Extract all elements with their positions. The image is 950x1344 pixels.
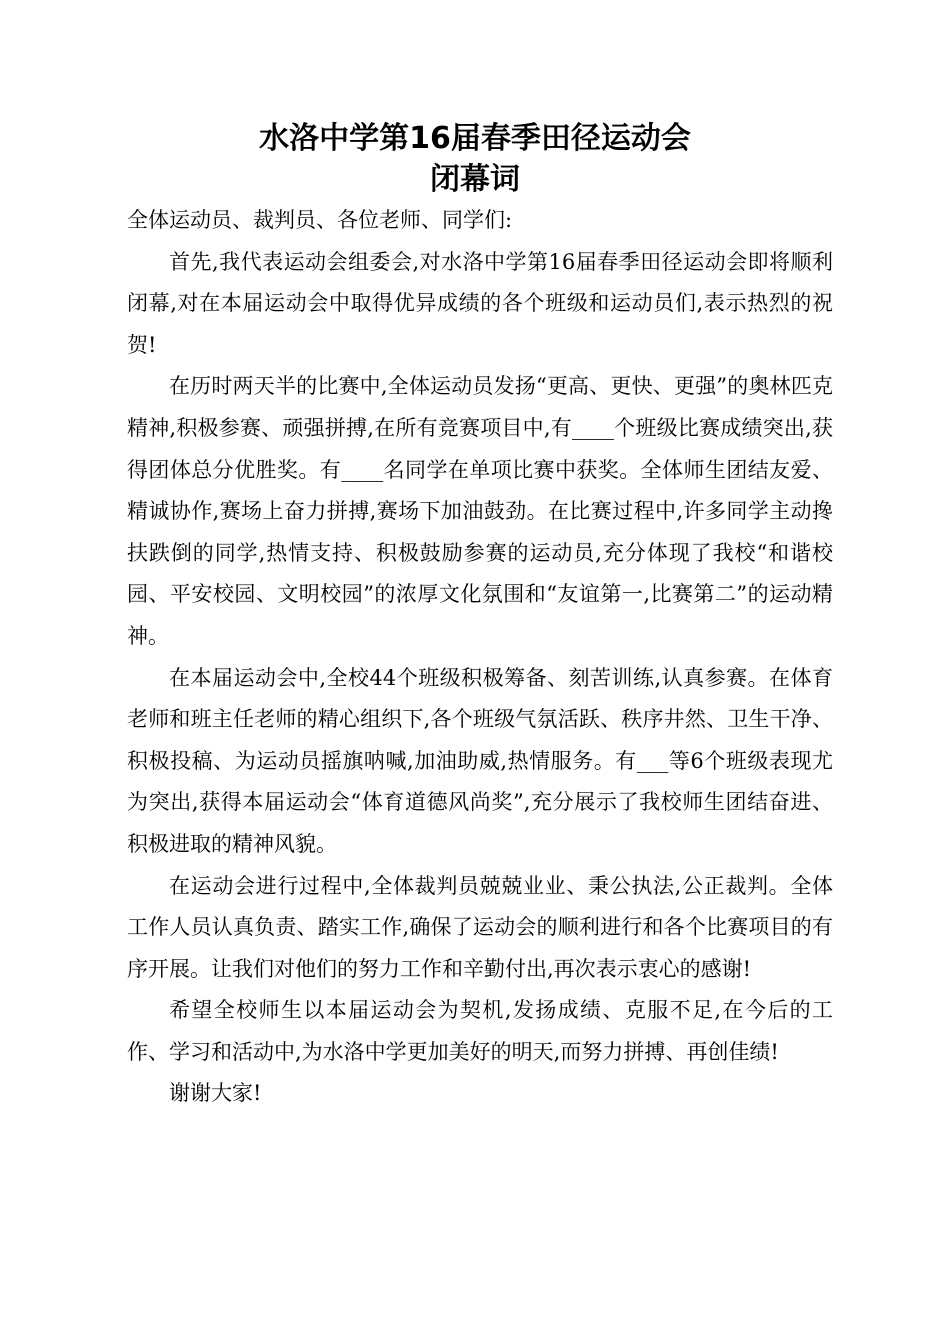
document-body <box>127 200 833 1115</box>
paragraph-competition-summary: 在历时两天半的比赛中,全体运动员发扬“更高、更快、更强”的奥林匹克精神,积极参赛、顽强拼搏,在所有竞赛项目中,有____个班级比赛成绩突出,获得团体总分优胜奖。有____名同学在单项比赛中获奖。全体师生团结友爱、精诚协作,赛场上奋力拼搏,赛场下加油鼓劲。在比赛过程中,许多同学主动搀扶跌倒的同学,热情支持、积极鼓励参赛的运动员,充分体现了我校“和谐校园、平安校园、文明校园”的浓厚文化氛围和“友谊第一,比赛第二”的运动精神。 <box>127 374 833 648</box>
salutation: 全体运动员、裁判员、各位老师、同学们: <box>127 208 513 232</box>
document-title: 水洛中学第16届春季田径运动会 <box>259 121 691 156</box>
paragraph-staff-thanks: 在运动会进行过程中,全体裁判员兢兢业业、秉公执法,公正裁判。全体工作人员认真负责、踏实工作,确保了运动会的顺利进行和各个比赛项目的有序开展。让我们对他们的努力工作和辛勤付出,再次表示衷心的感谢! <box>127 873 833 981</box>
paragraph-congratulations: 首先,我代表运动会组委会,对水洛中学第16届春季田径运动会即将顺利闭幕,对在本届运动会中取得优异成绩的各个班级和运动员们,表示热烈的祝贺! <box>127 249 833 357</box>
paragraph-closing: 谢谢大家! <box>169 1081 262 1106</box>
paragraph-class-performance: 在本届运动会中,全校44个班级积极筹备、刻苦训练,认真参赛。在体育老师和班主任老师的精心组织下,各个班级气氛活跃、秩序井然、卫生干净、积极投稿、为运动员摇旗呐喊,加油助威,热情服务。有___等6个班级表现尤为突出,获得本届运动会“体育道德风尚奖”,充分展示了我校师生团结奋进、积极进取的精神风貌。 <box>127 665 833 856</box>
document-subtitle: 闭幕词 <box>430 162 520 197</box>
paragraph-hope: 希望全校师生以本届运动会为契机,发扬成绩、克服不足,在今后的工作、学习和活动中,为水洛中学更加美好的明天,而努力拼搏、再创佳绩! <box>127 998 833 1064</box>
